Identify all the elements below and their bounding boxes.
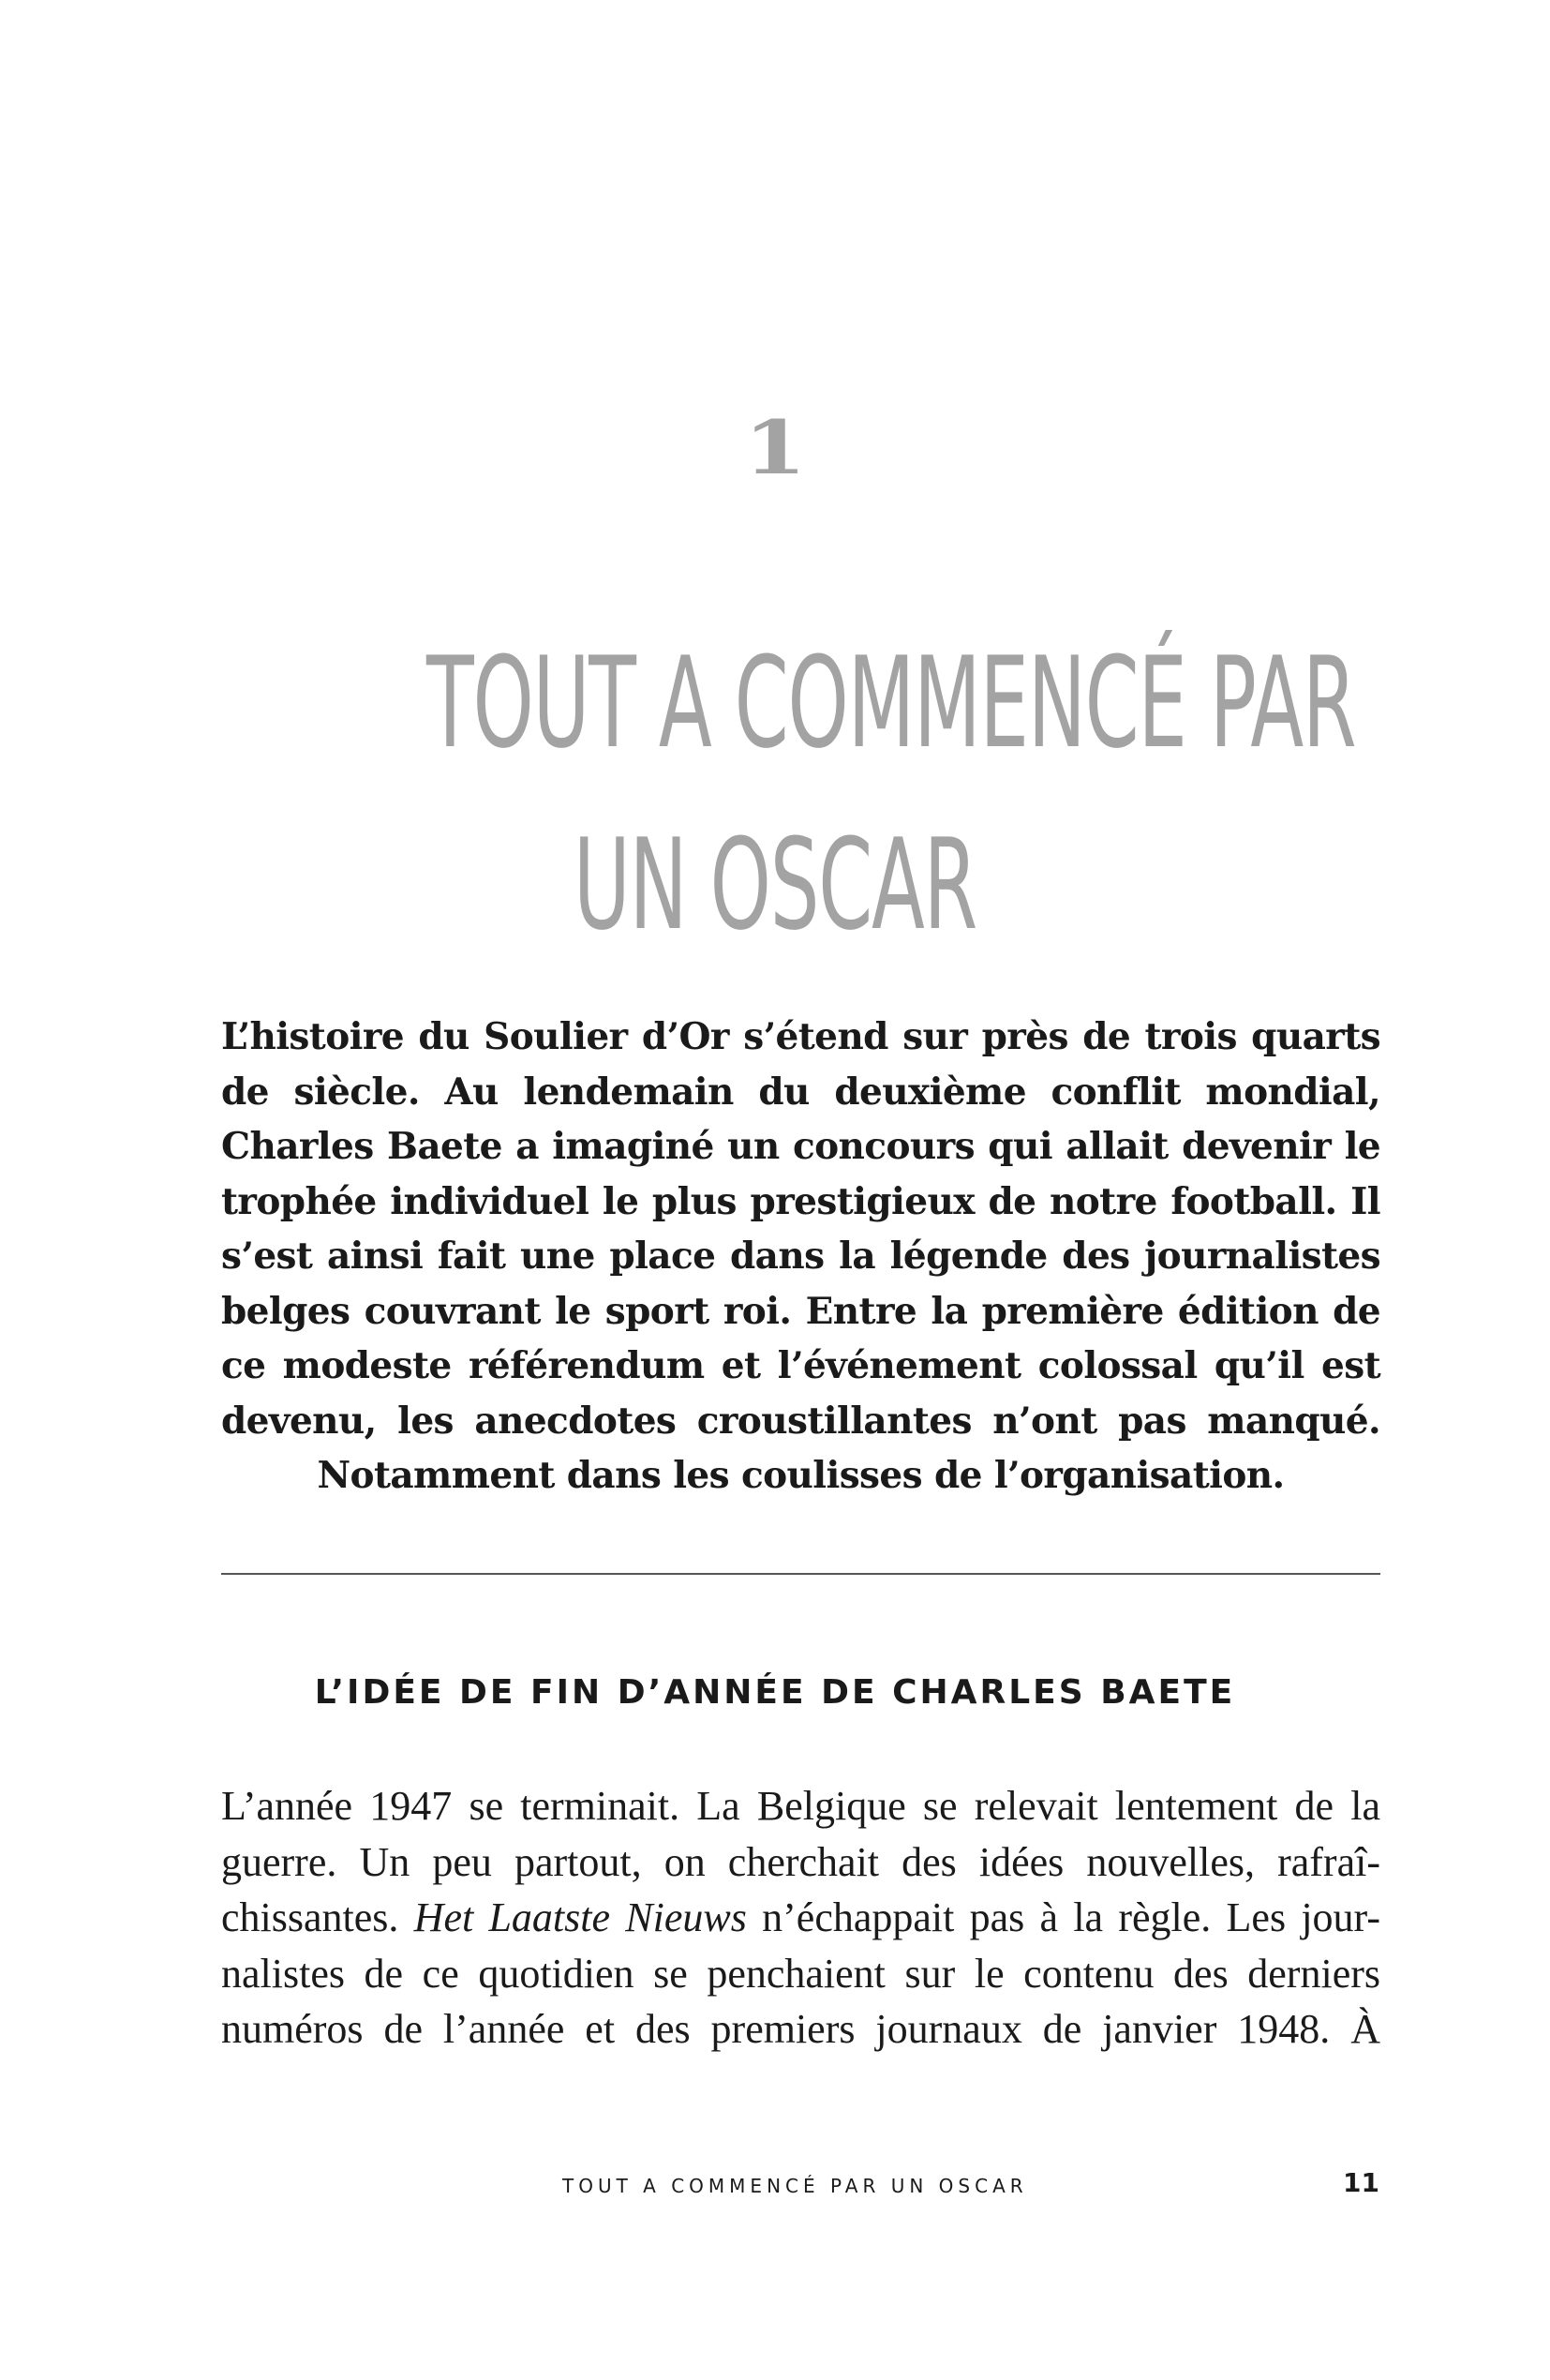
body-line: numéros de l’année et des premiers journaux de janvier 1948. À bbox=[221, 2006, 1380, 2052]
intro-line: L’histoire du Soulier d’Or s’étend sur près de trois quarts de bbox=[221, 1015, 1380, 1114]
chapter-title-line-1: TOUT A COMMENCÉ PAR bbox=[426, 630, 1356, 777]
body-line: guerre. Un peu partout, on cherchait des idées nouvelles, rafraî- bbox=[221, 1838, 1380, 1885]
intro-line: ainsi fait une place dans la légende des journalistes belges bbox=[221, 1235, 1380, 1333]
intro-line: individuel le plus prestigieux de notre football. Il s’est bbox=[221, 1179, 1380, 1278]
chapter-number: 1 bbox=[743, 404, 807, 491]
intro-line: référendum et l’événement colossal qu’il est devenu, les bbox=[221, 1344, 1380, 1443]
intro-line: Baete a imaginé un concours qui allait devenir le trophée bbox=[221, 1125, 1380, 1223]
intro-line: les coulisses de l’organisation. bbox=[673, 1454, 1285, 1497]
body-text-segment: chissantes. bbox=[221, 1894, 414, 1940]
body-line: nalistes de ce quotidien se penchaient sur le contenu des derniers bbox=[221, 1950, 1380, 1997]
intro-line: siècle. Au lendemain du deuxième conflit mondial, Charles bbox=[221, 1070, 1380, 1168]
chapter-title bbox=[213, 612, 1356, 976]
intro-line: couvrant le sport roi. Entre la première édition de ce modeste bbox=[221, 1289, 1380, 1387]
intro-paragraph bbox=[221, 1010, 1380, 1504]
body-paragraph bbox=[221, 1778, 1380, 2058]
running-footer-title: TOUT A COMMENCÉ PAR UN OSCAR bbox=[562, 2175, 1028, 2197]
body-line bbox=[221, 1890, 1380, 1946]
page-number: 11 bbox=[1343, 2167, 1379, 2198]
section-divider bbox=[221, 1573, 1380, 1575]
body-line: L’année 1947 se terminait. La Belgique se relevait lentement de la bbox=[221, 1783, 1380, 1829]
body-text-segment: n’échappait pas à la règle. Les jour- bbox=[746, 1894, 1380, 1940]
section-heading: L’IDÉE DE FIN D’ANNÉE DE CHARLES BAETE bbox=[314, 1673, 1236, 1712]
intro-line: anecdotes croustillantes n’ont pas manqué. Notamment dans bbox=[317, 1399, 1380, 1497]
newspaper-title: Het Laatste Nieuws bbox=[413, 1894, 747, 1940]
chapter-title-line-2: UN OSCAR bbox=[573, 812, 977, 959]
